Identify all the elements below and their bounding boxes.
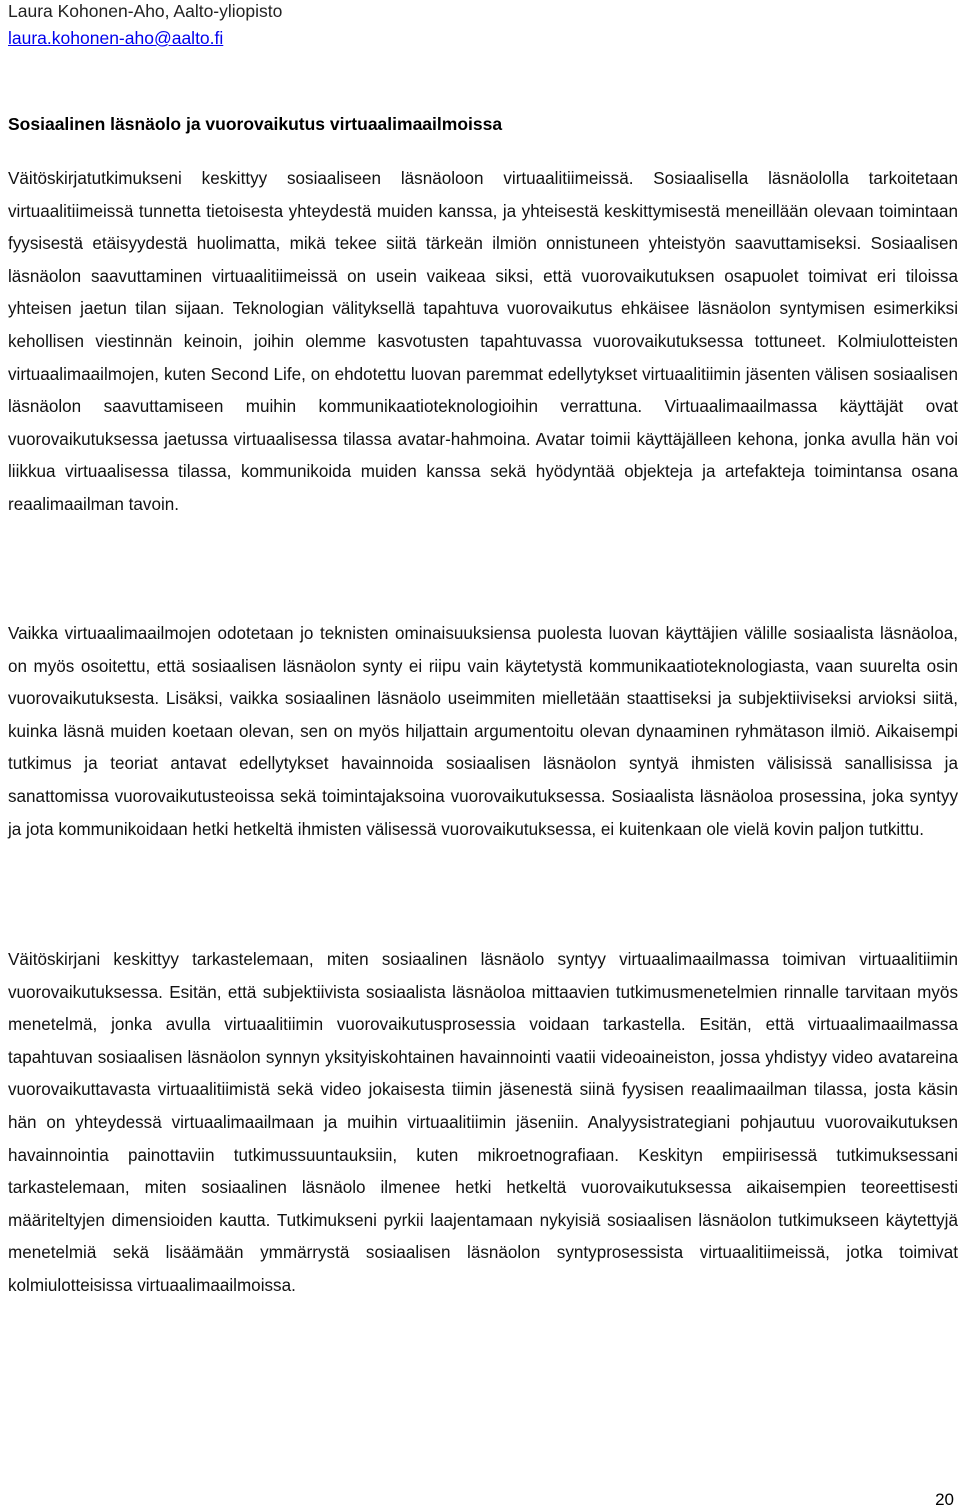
document-title: Sosiaalinen läsnäolo ja vuorovaikutus virtuaalimaailmoissa [8, 114, 503, 134]
author-name: Laura Kohonen-Aho, Aalto-yliopisto [8, 1, 283, 21]
paragraph-1: Väitöskirjatutkimukseni keskittyy sosiaaliseen läsnäoloon virtuaalitiimeissä. Sosiaalisella läsnäololla tarkoitetaan virtuaalitiimeissä tunnetta tietoisesta yhteydestä muiden kanssa, ja yhteisestä keskittymisestä meneillään olevaan toimintaan fyysisestä etäisyydestä huolimatta, mikä tekee siitä tärkeän ilmiön onnistuneen yhteistyön saavuttamiseksi. Sosiaalisen läsnäolon saavuttaminen virtuaalitiimeissä on usein vaikeaa siksi, että vuorovaikutuksen osapuolet toimivat eri tiloissa yhteisen jaetun tilan sijaan. Teknologian välityksellä tapahtuva vuorovaikutus ehkäisee läsnäolon syntymisen esimerkiksi kehollisen viestinnän keinoin, joihin olemme kasvotusten tapahtuvassa vuorovaikutuksessa tottuneet. Kolmiulotteisten virtuaalimaailmojen, kuten Second Life, on ehdotettu luovan paremmat edellytykset virtuaalitiimin jäsenten välisen sosiaalisen läsnäolon saavuttamiseen muihin kommunikaatioteknologioihin verrattuna. Virtuaalimaailmassa käyttäjät ovat vuorovaikutuksessa jaetussa virtuaalisessa tilassa avatar-hahmoina. Avatar toimii käyttäjälleen kehona, jonka avulla hän voi liikkua virtuaalisessa tilassa, kommunikoida muiden kanssa sekä hyödyntää objekteja ja artefakteja toimintansa osana reaalimaailman tavoin. [8, 169, 958, 514]
author-email-link[interactable]: laura.kohonen-aho@aalto.fi [8, 28, 224, 48]
paragraph-3: Väitöskirjani keskittyy tarkastelemaan, miten sosiaalinen läsnäolo syntyy virtuaalimaailmassa toimivan virtuaalitiimin vuorovaikutuksessa. Esitän, että subjektiivista sosiaalista läsnäoloa mittaavien tutkimusmenetelmien rinnalle tarvitaan myös menetelmä, jonka avulla virtuaalitiimin vuorovaikutusprosessia voidaan tarkastella. Esitän, että virtuaalimaailmassa tapahtuvan sosiaalisen läsnäolon synnyn yksityiskohtainen havainnointi vaatii videoaineiston, jossa yhdistyy video avatareina vuorovaikuttavasta virtuaalitiimistä sekä video jokaisesta tiimin jäsenestä siinä fyysisen reaalimaailman tilassa, josta käsin hän on yhteydessä virtuaalimaailmaan ja muihin virtuaalitiimin jäseniin. Analyysistrategiani pohjautuu vuorovaikutuksen havainnointia painottaviin tutkimussuuntauksiin, kuten mikroetnografiaan. Keskityn empiirisessä tutkimuksessani tarkastelemaan, miten sosiaalinen läsnäolo ilmenee hetki hetkeltä vuorovaikutuksessa aikaisempien teoreettisesti määriteltyjen dimensioiden kautta. Tutkimukseni pyrkii laajentamaan nykyisiä sosiaalisen läsnäolon tutkimukseen käytettyjä menetelmiä sekä lisäämään ymmärrystä sosiaalisen läsnäolon syntyprosessista virtuaalitiimeissä, jotka toimivat kolmiulotteisissa virtuaalimaailmoissa. [8, 950, 958, 1295]
page-number: 20 [935, 1490, 954, 1509]
paragraph-2: Vaikka virtuaalimaailmojen odotetaan jo teknisten ominaisuuksiensa puolesta luovan käyttäjien välille sosiaalista läsnäoloa, on myös osoitettu, että sosiaalisen läsnäolon synty ei riipu vain käytetystä kommunikaatioteknologiasta, vaan suurelta osin vuorovaikutuksesta. Lisäksi, vaikka sosiaalinen läsnäolo useimmiten mielletään staattiseksi ja subjektiiviseksi arvioksi siitä, kuinka läsnä muiden koetaan olevan, sen on myös hiljattain argumentoitu olevan dynaaminen ryhmätason ilmiö. Aikaisempi tutkimus ja teoriat antavat edellytykset havainnoida sosiaalisen läsnäolon syntyä ihmisten välisissä sanallisissa ja sanattomissa vuorovaikutusteoissa sekä toimintajaksoina vuorovaikutuksessa. Sosiaalista läsnäoloa prosessina, joka syntyy ja jota kommunikoidaan hetki hetkeltä ihmisten välisessä vuorovaikutuksessa, ei kuitenkaan ole vielä kovin paljon tutkittu. [8, 624, 958, 839]
